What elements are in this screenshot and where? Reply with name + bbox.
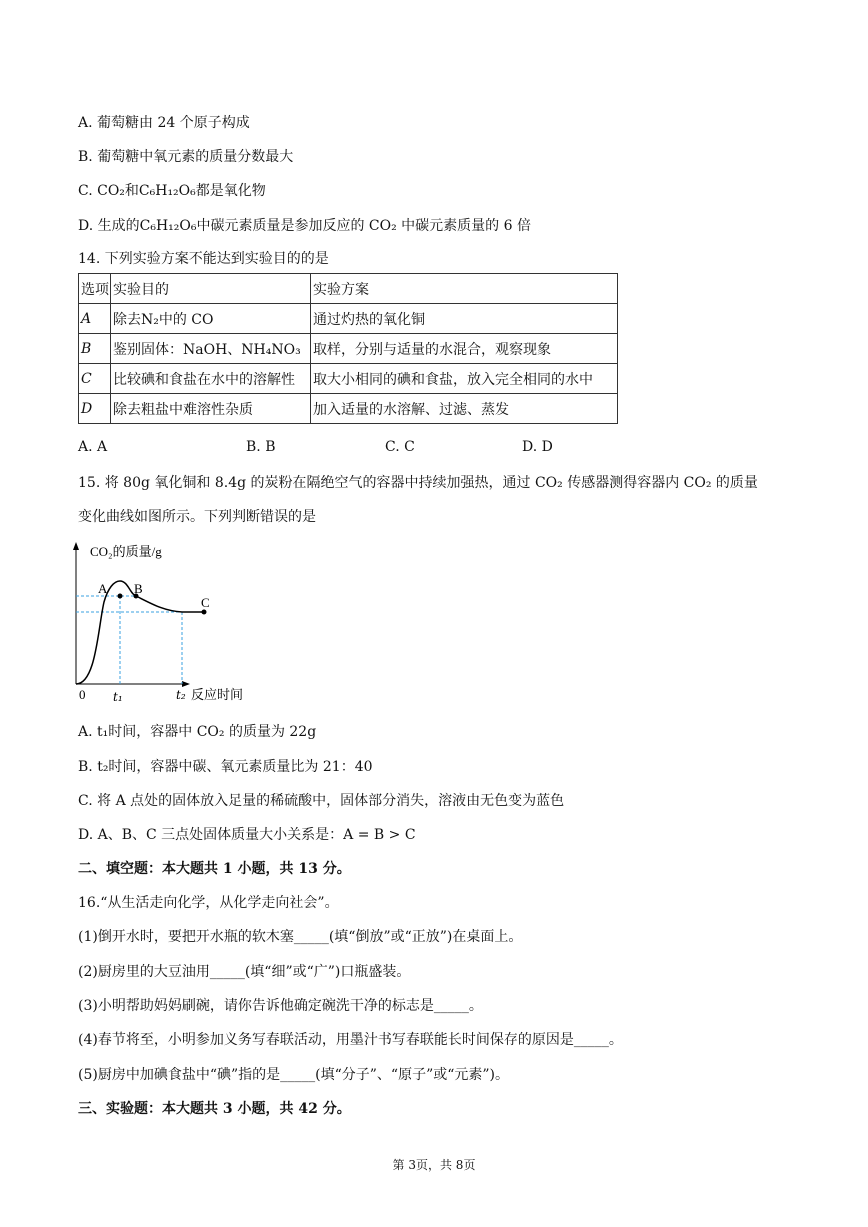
table-cell: C bbox=[79, 364, 111, 394]
q14-option-c: C. C bbox=[385, 439, 415, 455]
point-a bbox=[118, 594, 123, 599]
table-cell: 加入适量的水溶解、过滤、蒸发 bbox=[311, 394, 618, 424]
section-heading-3: 三、实验题：本大题共 3 小题，共 42 分。 bbox=[78, 1101, 351, 1117]
tick-label-t2: t₂ bbox=[176, 688, 186, 702]
q13-option-b: B. 葡萄糖中氧元素的质量分数最大 bbox=[78, 149, 294, 165]
q14-option-a: A. A bbox=[78, 439, 108, 455]
q15-option-a: A. t₁时间，容器中 CO₂ 的质量为 22g bbox=[78, 724, 317, 740]
table-cell: B bbox=[79, 334, 111, 364]
table-row bbox=[79, 304, 618, 334]
q14-table bbox=[78, 273, 618, 424]
table-header-cell: 选项 bbox=[79, 274, 111, 304]
q15-stem-line2: 变化曲线如图所示。下列判断错误的是 bbox=[78, 509, 316, 525]
point-label-c: C bbox=[201, 595, 210, 610]
q14-option-d: D. D bbox=[522, 439, 553, 455]
q14-stem: 14. 下列实验方案不能达到实验目的的是 bbox=[78, 251, 329, 267]
q16-item-3: (3)小明帮助妈妈刷碗，请你告诉他确定碗洗干净的标志是_____。 bbox=[78, 998, 483, 1014]
table-cell: 通过灼热的氧化铜 bbox=[311, 304, 618, 334]
table-cell: 除去N₂中的 CO bbox=[111, 304, 311, 334]
point-c bbox=[202, 610, 207, 615]
q16-stem: 16.“从生活走向化学，从化学走向社会”。 bbox=[78, 895, 339, 911]
table-cell: 鉴别固体：NaOH、NH₄NO₃ bbox=[111, 334, 311, 364]
table-cell: 除去粗盐中难溶性杂质 bbox=[111, 394, 311, 424]
x-axis-label: 反应时间 bbox=[191, 687, 244, 702]
table-cell: A bbox=[79, 304, 111, 334]
table-cell: 比较碘和食盐在水中的溶解性 bbox=[111, 364, 311, 394]
q16-item-5: (5)厨房中加碘食盐中“碘”指的是_____(填“分子”、“原子”或“元素”)。 bbox=[78, 1067, 510, 1083]
q16-item-4: (4)春节将至，小明参加义务写春联活动，用墨汁书写春联能长时间保存的原因是_____。 bbox=[78, 1032, 623, 1048]
q15-stem-line1: 15. 将 80g 氧化铜和 8.4g 的炭粉在隔绝空气的容器中持续加强热，通过 CO₂ 传感器测得容器内 CO₂ 的质量 bbox=[78, 475, 758, 491]
q15-option-c: C. 将 A 点处的固体放入足量的稀硫酸中，固体部分消失，溶液由无色变为蓝色 bbox=[78, 793, 565, 809]
table-cell: 取大小相同的碘和食盐，放入完全相同的水中 bbox=[311, 364, 618, 394]
table-row bbox=[79, 364, 618, 394]
table-row bbox=[79, 394, 618, 424]
table-cell: 取样，分别与适量的水混合，观察现象 bbox=[311, 334, 618, 364]
table-header-row bbox=[79, 274, 618, 304]
section-heading-2: 二、填空题：本大题共 1 小题，共 13 分。 bbox=[78, 861, 351, 877]
table-header-cell: 实验方案 bbox=[311, 274, 618, 304]
co2-curve bbox=[76, 581, 204, 684]
table-header-cell: 实验目的 bbox=[111, 274, 311, 304]
co2-mass-chart bbox=[60, 538, 300, 710]
q15-option-d: D. A、B、C 三点处固体质量大小关系是：A = B > C bbox=[78, 827, 416, 843]
point-label-a: A bbox=[98, 581, 108, 596]
point-label-b: B bbox=[134, 581, 143, 596]
q14-option-b: B. B bbox=[246, 439, 276, 455]
q16-item-2: (2)厨房里的大豆油用_____(填“细”或“广”)口瓶盛装。 bbox=[78, 964, 411, 980]
q13-option-d: D. 生成的C₆H₁₂O₆中碳元素质量是参加反应的 CO₂ 中碳元素质量的 6 倍 bbox=[78, 218, 531, 234]
tick-label-t1: t₁ bbox=[113, 690, 123, 704]
q15-option-b: B. t₂时间，容器中碳、氧元素质量比为 21：40 bbox=[78, 759, 373, 775]
table-row bbox=[79, 334, 618, 364]
page-footer: 第 3页，共 8页 bbox=[392, 1158, 476, 1172]
table-cell: D bbox=[79, 394, 111, 424]
q16-item-1: (1)倒开水时，要把开水瓶的软木塞_____(填“倒放”或“正放”)在桌面上。 bbox=[78, 929, 523, 945]
y-axis-label: CO₂的质量/g bbox=[90, 544, 162, 559]
q13-option-c: C. CO₂和C₆H₁₂O₆都是氧化物 bbox=[78, 183, 266, 199]
q13-option-a: A. 葡萄糖由 24 个原子构成 bbox=[78, 115, 250, 131]
origin-label: 0 bbox=[79, 687, 86, 702]
